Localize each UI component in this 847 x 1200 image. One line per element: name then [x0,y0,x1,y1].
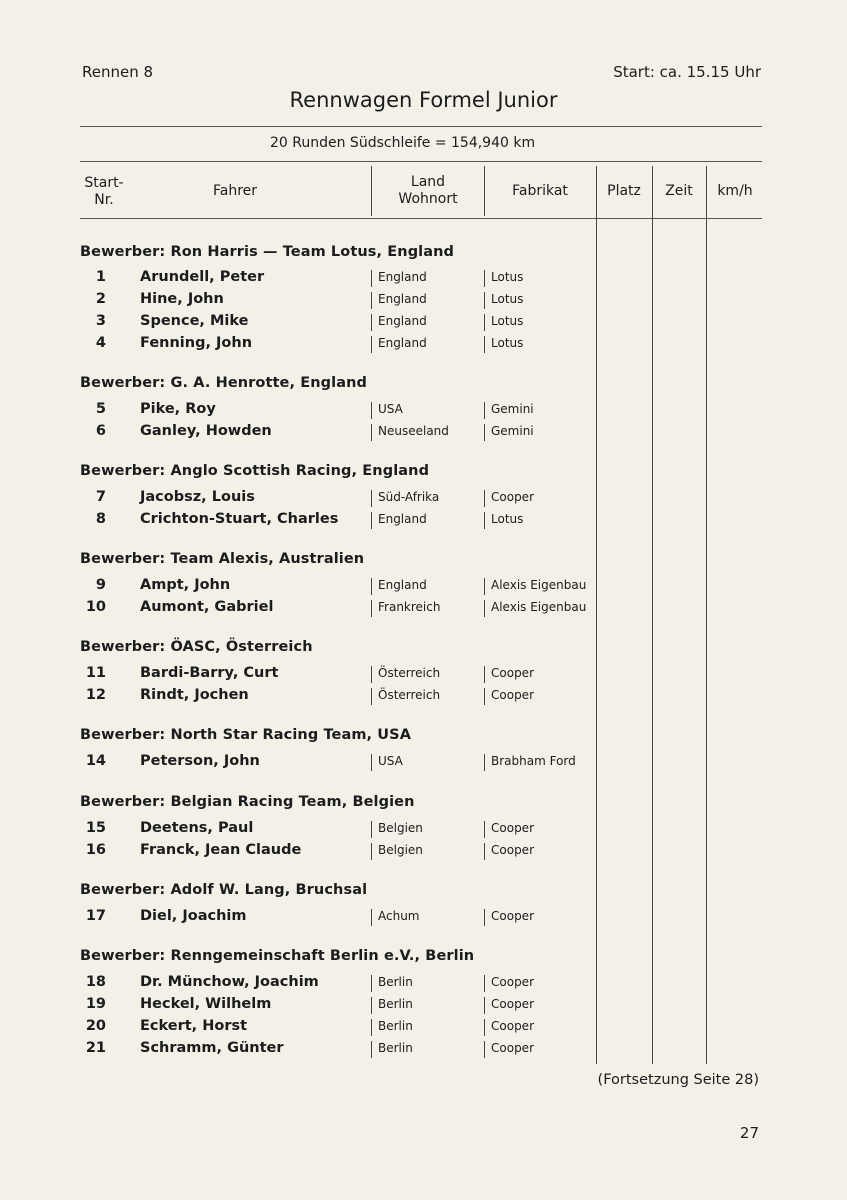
driver-country: Süd-Afrika [378,490,440,504]
start-number: 10 [85,599,106,615]
start-number: 1 [95,269,106,285]
cell-divider [371,997,372,1014]
driver-country: Belgien [378,821,423,835]
driver-country: England [378,270,427,284]
driver-name: Spence, Mike [140,313,249,329]
header-divider [484,166,485,216]
entrant-heading: Bewerber: Adolf W. Lang, Bruchsal [80,882,368,898]
start-number: 7 [95,489,106,505]
title-rule [80,126,762,127]
car-make: Cooper [491,997,534,1011]
driver-country: Berlin [378,975,413,989]
cell-divider [371,688,372,705]
driver-name: Jacobsz, Louis [140,489,255,505]
driver-country: USA [378,402,403,416]
header-bottom-rule [80,218,762,219]
driver-country: England [378,578,427,592]
car-make: Cooper [491,1041,534,1055]
column-header-start-nr: Start- Nr. [84,175,124,208]
cell-divider [371,292,372,309]
cell-divider [484,997,485,1014]
table-row [0,577,847,599]
cell-divider [371,843,372,860]
table-row [0,687,847,709]
start-number: 9 [95,577,106,593]
driver-country: Österreich [378,688,441,702]
cell-divider [371,1041,372,1058]
driver-name: Peterson, John [140,753,260,769]
car-make: Cooper [491,688,534,702]
cell-divider [484,975,485,992]
cell-divider [484,1019,485,1036]
table-row [0,820,847,842]
entrant-heading: Bewerber: Renngemeinschaft Berlin e.V., Berlin [80,948,475,964]
cell-divider [371,424,372,441]
cell-divider [484,402,485,419]
start-number: 18 [85,974,106,990]
car-make: Cooper [491,909,534,923]
continuation-note: (Fortsetzung Seite 28) [597,1072,759,1088]
driver-name: Diel, Joachim [140,908,247,924]
cell-divider [484,270,485,287]
start-number: 5 [95,401,106,417]
entrant-heading: Bewerber: Belgian Racing Team, Belgien [80,794,415,810]
cell-divider [371,1019,372,1036]
cell-divider [484,754,485,771]
table-row [0,599,847,621]
cell-divider [484,666,485,683]
driver-country: Österreich [378,666,441,680]
cell-divider [371,821,372,838]
car-make: Cooper [491,821,534,835]
column-header-place: Platz [607,183,641,199]
car-make: Cooper [491,490,534,504]
cell-divider [484,688,485,705]
driver-country: Berlin [378,1019,413,1033]
cell-divider [371,909,372,926]
page-number: 27 [739,1124,759,1142]
car-make: Lotus [491,512,524,526]
cell-divider [484,821,485,838]
driver-country: England [378,292,427,306]
driver-name: Bardi-Barry, Curt [140,665,279,681]
start-number: 6 [95,423,106,439]
driver-country: Belgien [378,843,423,857]
start-number: 12 [85,687,106,703]
driver-country: Frankreich [378,600,441,614]
car-make: Gemini [491,402,534,416]
driver-name: Ganley, Howden [140,423,272,439]
driver-name: Heckel, Wilhelm [140,996,272,1012]
driver-country: USA [378,754,403,768]
column-header-country: Land Wohnort [398,174,458,207]
car-make: Alexis Eigenbau [491,578,587,592]
driver-name: Ampt, John [140,577,231,593]
start-time: Start: ca. 15.15 Uhr [613,63,761,81]
cell-divider [371,666,372,683]
driver-name: Dr. Münchow, Joachim [140,974,319,990]
cell-divider [371,512,372,529]
cell-divider [484,843,485,860]
driver-name: Pike, Roy [140,401,216,417]
driver-name: Eckert, Horst [140,1018,248,1034]
table-row [0,842,847,864]
cell-divider [484,314,485,331]
column-header-speed: km/h [717,183,753,199]
table-row [0,291,847,313]
driver-name: Schramm, Günter [140,1040,284,1056]
car-make: Gemini [491,424,534,438]
table-row [0,1018,847,1040]
driver-name: Aumont, Gabriel [140,599,274,615]
entrant-heading: Bewerber: ÖASC, Österreich [80,639,313,655]
start-number: 20 [85,1018,106,1034]
race-number: Rennen 8 [82,63,154,81]
driver-country: Berlin [378,1041,413,1055]
car-make: Cooper [491,975,534,989]
table-row [0,423,847,445]
table-row [0,996,847,1018]
cell-divider [371,600,372,617]
entrant-heading: Bewerber: G. A. Henrotte, England [80,375,368,391]
cell-divider [371,975,372,992]
cell-divider [371,754,372,771]
table-row [0,489,847,511]
header-divider [371,166,372,216]
race-distance: 20 Runden Südschleife = 154,940 km [270,135,536,151]
cell-divider [371,336,372,353]
table-row [0,335,847,357]
driver-name: Arundell, Peter [140,269,265,285]
table-row [0,753,847,775]
cell-divider [484,600,485,617]
start-number: 8 [95,511,106,527]
cell-divider [484,292,485,309]
table-top-rule [80,161,762,162]
driver-country: England [378,512,427,526]
column-header-time: Zeit [665,183,693,199]
table-row [0,908,847,930]
table-row [0,401,847,423]
car-make: Cooper [491,1019,534,1033]
start-number: 21 [85,1040,106,1056]
cell-divider [371,578,372,595]
car-make: Lotus [491,270,524,284]
entrant-heading: Bewerber: Anglo Scottish Racing, England [80,463,430,479]
driver-name: Crichton-Stuart, Charles [140,511,339,527]
table-row [0,313,847,335]
driver-country: England [378,336,427,350]
cell-divider [371,314,372,331]
driver-name: Franck, Jean Claude [140,842,302,858]
start-number: 19 [85,996,106,1012]
start-number: 17 [85,908,106,924]
cell-divider [484,424,485,441]
table-row [0,665,847,687]
cell-divider [371,402,372,419]
start-number: 2 [95,291,106,307]
driver-name: Fenning, John [140,335,253,351]
driver-country: Achum [378,909,420,923]
car-make: Cooper [491,666,534,680]
entrant-heading: Bewerber: Team Alexis, Australien [80,551,365,567]
driver-name: Hine, John [140,291,224,307]
driver-country: England [378,314,427,328]
column-header-make: Fabrikat [512,183,568,199]
table-row [0,269,847,291]
car-make: Alexis Eigenbau [491,600,587,614]
page-title: Rennwagen Formel Junior [289,88,558,112]
start-number: 11 [85,665,106,681]
driver-name: Rindt, Jochen [140,687,249,703]
car-make: Cooper [491,843,534,857]
cell-divider [484,578,485,595]
car-make: Lotus [491,336,524,350]
start-number: 15 [85,820,106,836]
car-make: Lotus [491,292,524,306]
driver-country: Berlin [378,997,413,1011]
entrant-heading: Bewerber: Ron Harris — Team Lotus, England [80,244,455,260]
start-number: 14 [85,753,106,769]
cell-divider [484,490,485,507]
start-number: 4 [95,335,106,351]
cell-divider [484,336,485,353]
table-row [0,974,847,996]
cell-divider [484,1041,485,1058]
column-header-driver: Fahrer [212,183,258,199]
car-make: Lotus [491,314,524,328]
driver-country: Neuseeland [378,424,449,438]
start-number: 3 [95,313,106,329]
car-make: Brabham Ford [491,754,576,768]
cell-divider [371,270,372,287]
table-row [0,511,847,533]
table-row [0,1040,847,1062]
cell-divider [484,909,485,926]
cell-divider [484,512,485,529]
start-number: 16 [85,842,106,858]
cell-divider [371,490,372,507]
driver-name: Deetens, Paul [140,820,254,836]
entrant-heading: Bewerber: North Star Racing Team, USA [80,727,412,743]
